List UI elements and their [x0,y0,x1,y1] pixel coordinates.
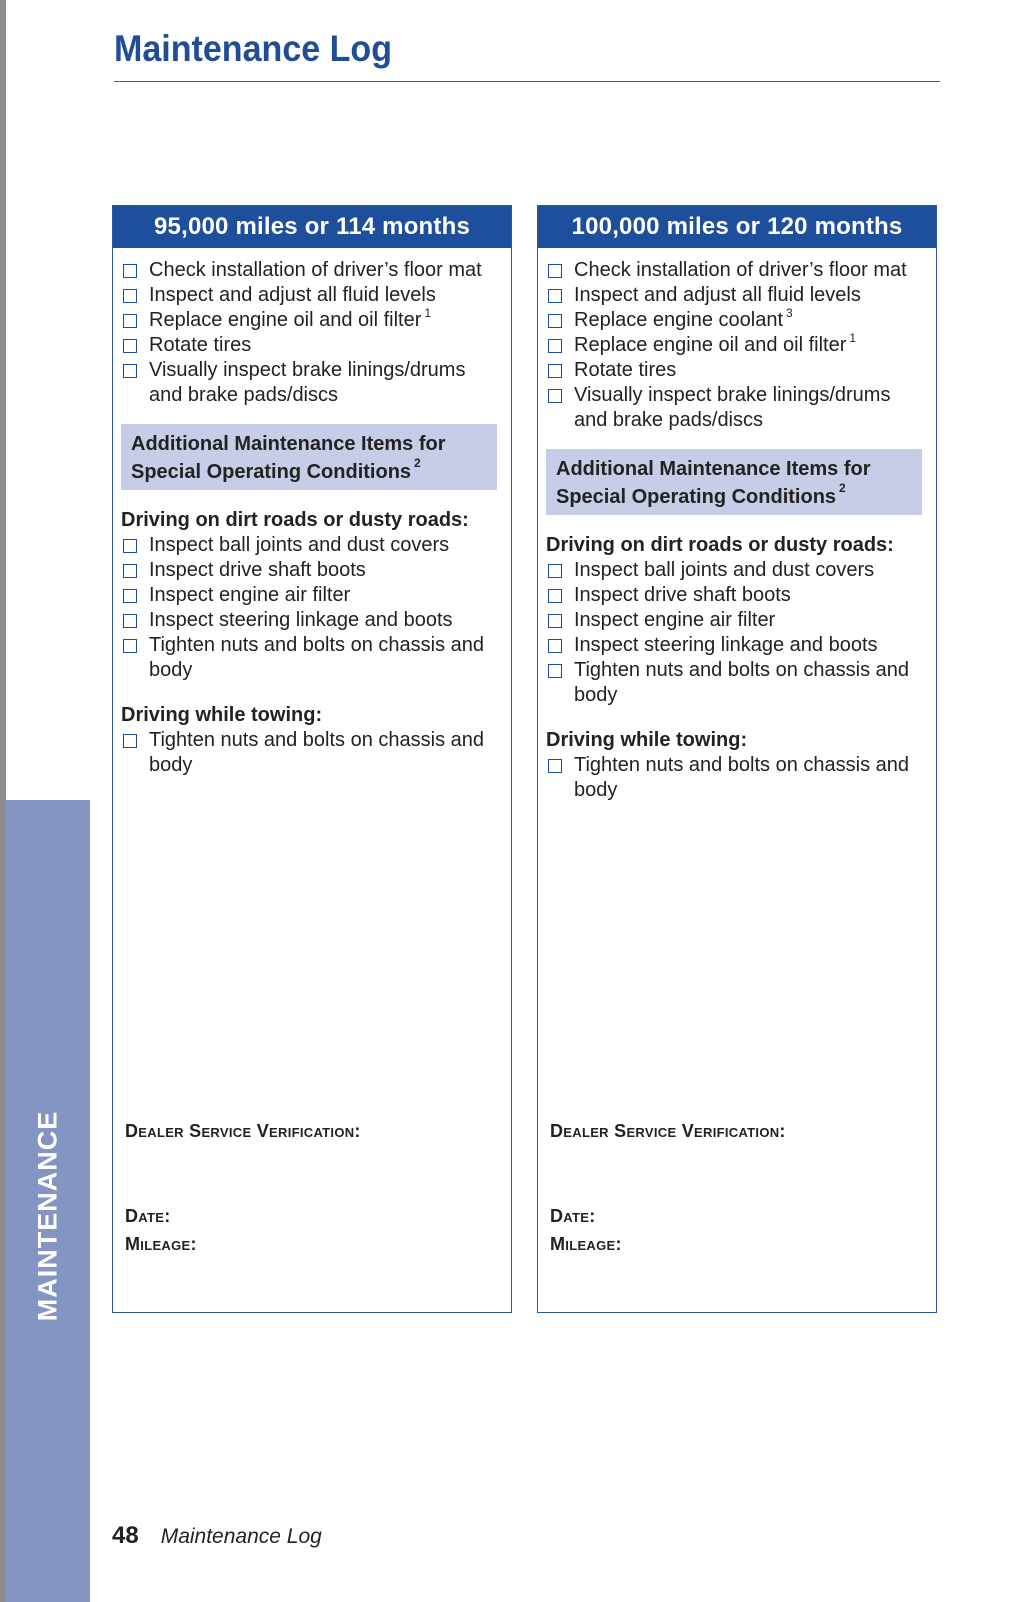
checklist-item [546,333,928,358]
special-conditions-line2: Special Operating Conditions [131,461,412,483]
dealer-verification-label: Dealer Service Verification: [550,1121,786,1141]
footnote-marker: 3 [786,306,793,320]
checklist-item [121,608,503,633]
checkbox[interactable] [123,264,137,278]
checklist-item [546,633,928,658]
checklist-item-text: Rotate tires [574,359,677,381]
checklist-item-text: Replace engine coolant [574,309,784,331]
checklist-item-text: Check installation of driver’s floor mat [574,259,907,281]
checkbox[interactable] [548,289,562,303]
towing-checklist [121,728,503,778]
checklist-item [121,258,503,283]
checklist-item-text: Tighten nuts and bolts on chassis and body [574,754,910,801]
page-title: Maintenance Log [114,28,393,69]
footnote-marker: 1 [849,331,857,345]
checkbox[interactable] [548,664,562,678]
checklist-item [546,658,928,708]
checkbox[interactable] [548,639,562,653]
checkbox[interactable] [548,264,562,278]
checklist-item-text: Tighten nuts and bolts on chassis and body [574,659,910,706]
checkbox[interactable] [123,564,137,578]
card-heading: 100,000 miles or 120 months [538,206,936,248]
date-label: Date: [125,1206,171,1226]
checklist-item-text: Inspect drive shaft boots [149,559,366,581]
checkbox[interactable] [123,314,137,328]
checklist-item-text: Replace engine oil and oil filter [574,334,847,356]
card-heading: 95,000 miles or 114 months [113,206,511,248]
checklist-item [121,333,503,358]
checklist-item-text: Visually inspect brake linings/drums and brake pads/discs [149,359,466,406]
checklist-item [121,633,503,683]
checkbox[interactable] [123,589,137,603]
checklist-item-text: Replace engine oil and oil filter [149,309,422,331]
checklist-item-text: Inspect engine air filter [574,609,776,631]
checklist-item-text: Inspect steering linkage and boots [574,634,878,656]
checklist-item [546,608,928,633]
checkbox[interactable] [123,539,137,553]
towing-heading: Driving while towing: [546,729,748,751]
footnote-marker: 2 [414,456,421,470]
dirt-roads-checklist [546,558,928,708]
checkbox[interactable] [123,364,137,378]
special-conditions-line2: Special Operating Conditions [556,486,837,508]
checklist-item [546,358,928,383]
page-footer [112,1522,322,1550]
dealer-verification-label: Dealer Service Verification: [125,1121,361,1141]
checklist-item-text: Inspect ball joints and dust covers [149,534,450,556]
special-conditions-box [546,449,922,515]
mileage-label: Mileage: [550,1234,622,1254]
checkbox[interactable] [548,759,562,773]
checkbox[interactable] [123,614,137,628]
checkbox[interactable] [548,314,562,328]
towing-heading: Driving while towing: [121,704,323,726]
checkbox[interactable] [548,364,562,378]
checklist [121,258,503,408]
checklist-item [546,558,928,583]
towing-checklist [546,753,928,803]
side-tab-label: MAINTENANCE [32,1110,63,1322]
checklist-item [121,283,503,308]
dirt-roads-heading: Driving on dirt roads or dusty roads: [121,509,469,531]
checkbox[interactable] [123,339,137,353]
checkbox[interactable] [123,639,137,653]
checklist-item [121,308,503,333]
checklist-item-text: Visually inspect brake linings/drums and brake pads/discs [574,384,891,431]
checklist-item [121,558,503,583]
checklist-item [546,583,928,608]
checkbox[interactable] [123,734,137,748]
checklist-item-text: Inspect and adjust all fluid levels [149,284,436,306]
checklist-item-text: Inspect drive shaft boots [574,584,791,606]
footnote-marker: 1 [424,306,432,320]
checklist-item-text: Check installation of driver’s floor mat [149,259,482,281]
checkbox[interactable] [548,389,562,403]
checkbox[interactable] [548,589,562,603]
checklist-item-text: Inspect engine air filter [149,584,351,606]
checklist-item [121,728,503,778]
title-divider [114,81,940,82]
dirt-roads-checklist [121,533,503,683]
checklist-item [546,753,928,803]
page-number: 48 [112,1522,139,1549]
dirt-roads-heading: Driving on dirt roads or dusty roads: [546,534,894,556]
maintenance-card-100000 [537,205,937,1313]
checklist-item [546,258,928,283]
checkbox[interactable] [548,614,562,628]
checkbox[interactable] [123,289,137,303]
special-conditions-line1: Additional Maintenance Items for [131,433,446,455]
checklist-item-text: Inspect steering linkage and boots [149,609,453,631]
checklist-item-text: Rotate tires [149,334,252,356]
date-label: Date: [550,1206,596,1226]
checklist-item-text: Tighten nuts and bolts on chassis and body [149,729,485,776]
mileage-label: Mileage: [125,1234,197,1254]
checklist-item [546,283,928,308]
checklist-item [121,358,503,408]
checklist-item [546,308,928,333]
checklist-item-text: Tighten nuts and bolts on chassis and body [149,634,485,681]
special-conditions-box [121,424,497,490]
checkbox[interactable] [548,339,562,353]
checklist-item [121,583,503,608]
footer-title: Maintenance Log [160,1525,322,1548]
checklist-item-text: Inspect ball joints and dust covers [574,559,875,581]
maintenance-card-95000 [112,205,512,1313]
checklist-item [121,533,503,558]
checklist [546,258,928,433]
checklist-item [546,383,928,433]
special-conditions-line1: Additional Maintenance Items for [556,458,871,480]
footnote-marker: 2 [839,481,846,495]
checkbox[interactable] [548,564,562,578]
checklist-item-text: Inspect and adjust all fluid levels [574,284,861,306]
